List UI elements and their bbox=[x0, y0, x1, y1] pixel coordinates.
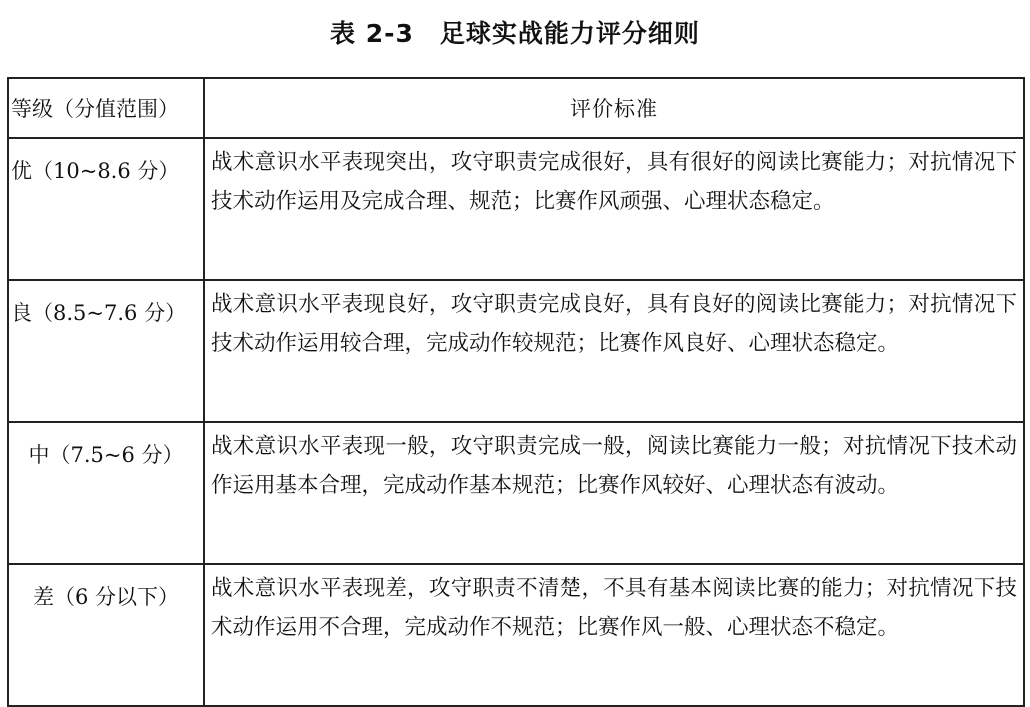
table-row bbox=[8, 422, 1024, 564]
level-cell: 优（10~8.6 分） bbox=[8, 138, 204, 280]
level-cell: 中（7.5~6 分） bbox=[8, 422, 204, 564]
grading-table bbox=[7, 77, 1025, 707]
table-title: 足球实战能力评分细则 bbox=[439, 19, 700, 48]
criteria-cell: 战术意识水平表现突出，攻守职责完成很好，具有很好的阅读比赛能力；对抗情况下技术动作运用及完成合理、规范；比赛作风顽强、心理状态稳定。 bbox=[204, 138, 1024, 280]
level-cell: 差（6 分以下） bbox=[8, 564, 204, 706]
table-caption bbox=[0, 14, 1030, 50]
header-level: 等级（分值范围） bbox=[8, 78, 204, 138]
level-cell: 良（8.5~7.6 分） bbox=[8, 280, 204, 422]
table-header-row bbox=[8, 78, 1024, 138]
criteria-cell: 战术意识水平表现良好，攻守职责完成良好，具有良好的阅读比赛能力；对抗情况下技术动作运用较合理，完成动作较规范；比赛作风良好、心理状态稳定。 bbox=[204, 280, 1024, 422]
criteria-cell: 战术意识水平表现差，攻守职责不清楚，不具有基本阅读比赛的能力；对抗情况下技术动作运用不合理，完成动作不规范；比赛作风一般、心理状态不稳定。 bbox=[204, 564, 1024, 706]
table-number: 表 2-3 bbox=[330, 19, 414, 48]
table-row bbox=[8, 564, 1024, 706]
table-row bbox=[8, 138, 1024, 280]
header-criteria: 评价标准 bbox=[204, 78, 1024, 138]
table-row bbox=[8, 280, 1024, 422]
criteria-cell: 战术意识水平表现一般，攻守职责完成一般，阅读比赛能力一般；对抗情况下技术动作运用基本合理，完成动作基本规范；比赛作风较好、心理状态有波动。 bbox=[204, 422, 1024, 564]
